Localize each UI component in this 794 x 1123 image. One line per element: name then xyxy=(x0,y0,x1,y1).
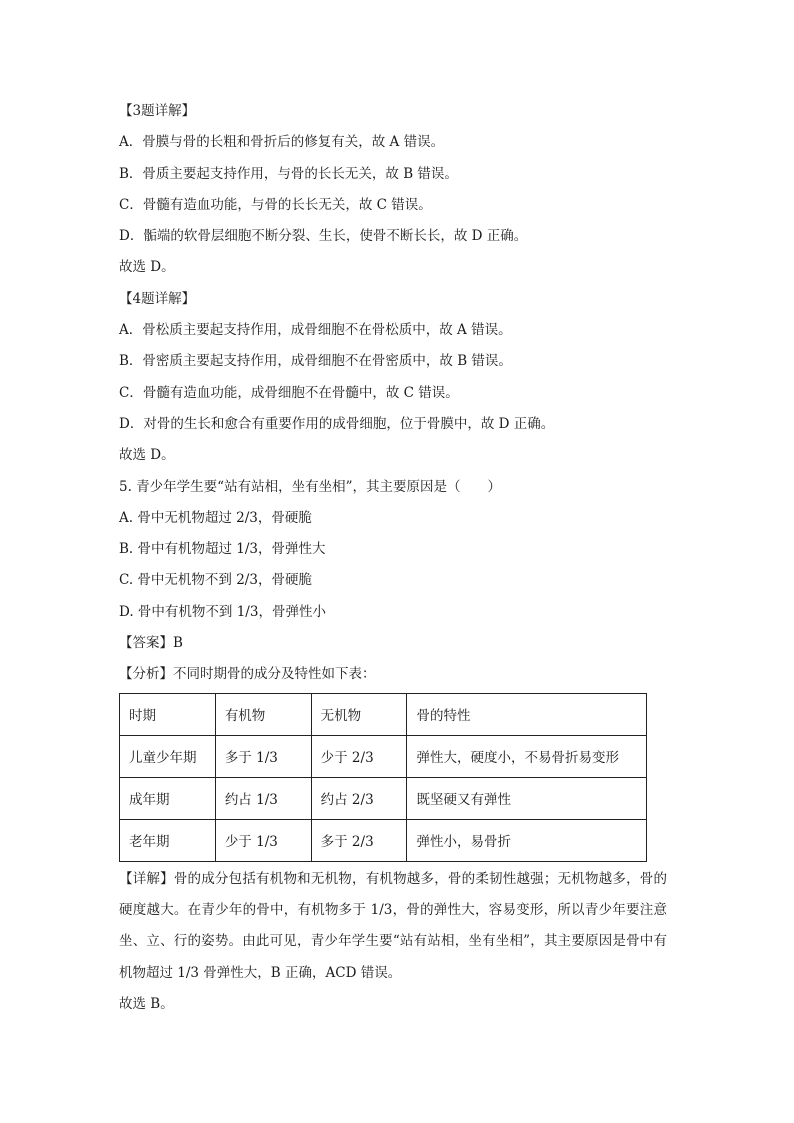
q5-analysis: 【分析】不同时期骨的成分及特性如下表： xyxy=(119,666,376,683)
table-cell: 少于 1/3 xyxy=(215,819,311,861)
table-cell: 老年期 xyxy=(120,819,216,861)
q4-line-a: A．骨松质主要起支持作用，成骨细胞不在骨松质中，故 A 错误。 xyxy=(119,322,512,339)
q4-line-c: C．骨髓有造血功能，成骨细胞不在骨髓中，故 C 错误。 xyxy=(119,384,459,401)
q3-line-a: A．骨膜与骨的长粗和骨折后的修复有关，故 A 错误。 xyxy=(119,134,445,151)
q4-conclusion: 故选 D。 xyxy=(119,447,175,464)
q4-heading: 【4题详解】 xyxy=(119,290,196,307)
table-cell: 约占 2/3 xyxy=(311,777,407,819)
table-cell: 既坚硬又有弹性 xyxy=(407,777,647,819)
table-header-row xyxy=(120,693,647,735)
q3-line-c: C．骨髓有造血功能，与骨的长长无关，故 C 错误。 xyxy=(119,196,432,213)
table-header-cell: 时期 xyxy=(120,693,216,735)
table-cell: 多于 1/3 xyxy=(215,735,311,777)
q3-line-d: D．骺端的软骨层细胞不断分裂、生长，使骨不断长长，故 D 正确。 xyxy=(119,228,528,245)
q5-option-b: B. 骨中有机物超过 1/3，骨弹性大 xyxy=(119,541,326,558)
q5-answer: 【答案】B xyxy=(119,635,183,652)
table-row xyxy=(120,735,647,777)
q4-line-d: D．对骨的生长和愈合有重要作用的成骨细胞，位于骨膜中，故 D 正确。 xyxy=(119,415,555,432)
table-cell: 约占 1/3 xyxy=(215,777,311,819)
q5-option-a: A. 骨中无机物超过 2/3，骨硬脆 xyxy=(119,509,312,526)
document-content xyxy=(119,96,679,1020)
table-cell: 少于 2/3 xyxy=(311,735,407,777)
q4-line-b: B．骨密质主要起支持作用，成骨细胞不在骨密质中，故 B 错误。 xyxy=(119,353,512,370)
bone-properties-table xyxy=(119,693,647,862)
table-header-cell: 骨的特性 xyxy=(407,693,647,735)
q5-conclusion: 故选 B。 xyxy=(119,995,174,1012)
q5-option-c: C. 骨中无机物不到 2/3，骨硬脆 xyxy=(119,572,312,589)
table-row xyxy=(120,819,647,861)
table-row xyxy=(120,777,647,819)
table-header-cell: 无机物 xyxy=(311,693,407,735)
table-cell: 成年期 xyxy=(120,777,216,819)
q3-line-b: B．骨质主要起支持作用，与骨的长长无关，故 B 错误。 xyxy=(119,165,458,182)
table-header-cell: 有机物 xyxy=(215,693,311,735)
q5-stem: 5. 青少年学生要“站有站相，坐有坐相”，其主要原因是（ ） xyxy=(119,478,501,495)
table-cell: 弹性大，硬度小，不易骨折易变形 xyxy=(407,735,647,777)
table-cell: 儿童少年期 xyxy=(120,735,216,777)
q5-detail: 【详解】骨的成分包括有机物和无机物，有机物越多，骨的柔韧性越强；无机物越多，骨的硬度越大。在青少年的骨中，有机物多于 1/3，骨的弹性大，容易变形，所以青少年要注意坐、立、行的姿势。由此可见，青少年学生要“站有站相，坐有坐相”，其主要原因是骨中有机物超过 1/3 骨弹性大，B 正确，ACD 错误。 xyxy=(119,870,667,981)
table-cell: 弹性小，易骨折 xyxy=(407,819,647,861)
q5-option-d: D. 骨中有机物不到 1/3，骨弹性小 xyxy=(119,603,326,620)
table-cell: 多于 2/3 xyxy=(311,819,407,861)
q3-heading: 【3题详解】 xyxy=(119,103,196,119)
q3-conclusion: 故选 D。 xyxy=(119,259,175,276)
